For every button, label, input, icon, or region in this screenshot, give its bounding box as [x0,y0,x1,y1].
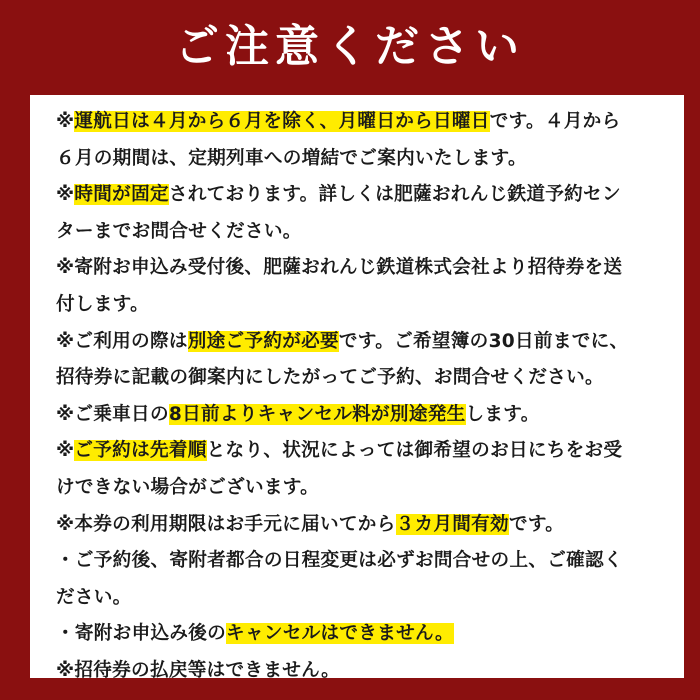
notice-text: ※ [56,111,75,132]
notice-text: 招待券に記載の御案内にしたがってご予約、お問合せください。 [56,367,604,389]
notice-text: ださい。 [56,586,132,608]
notice-text: ・ご予約後、寄附者都合の日程変更は必ずお問合せの上、ご確認く [56,550,623,572]
notice-line [56,141,670,178]
notice-text: ６月の期間は、定期列車への増結でご案内いたします。 [56,147,527,169]
notice-text: となり、状況によっては御希望のお日にちをお受 [206,440,623,462]
notice-line [56,214,670,251]
notice-line [56,433,670,470]
notice-text: けできない場合がございます。 [56,476,320,498]
highlighted-text: ３カ月間有効 [395,513,509,535]
notice-line [56,616,670,653]
notice-line [56,543,670,580]
notice-line [56,250,670,287]
notice-line [56,177,670,214]
notice-title: ご注意ください [175,21,525,72]
notice-text: です。４月から [489,111,621,132]
highlighted-text: キャンセルはできません。 [226,623,454,645]
notice-text: です。ご希望簿の30日前までに、 [338,330,629,352]
notice-text: ※ [56,440,75,462]
notice-text: です。 [508,513,565,535]
notice-line [56,324,670,361]
notice-line [56,507,670,544]
highlighted-text: 8日前よりキャンセル料が別途発生 [168,403,466,425]
notice-line [56,104,670,141]
notice-line [56,397,670,434]
highlighted-text: 時間が固定 [74,184,169,206]
notice-text: ※ご利用の際は [56,330,188,352]
notice-line [56,470,670,507]
notice-text: ※本券の利用期限はお手元に届いてから [56,513,396,535]
notice-line [56,287,670,324]
notice-text: ターまでお問合せください。 [56,220,302,242]
notice-text: ・寄附お申込み後の [56,623,227,645]
notice-text: 付します。 [56,293,149,315]
highlighted-text: ご予約は先着順 [74,440,207,462]
notice-text: ※ご乗車日の [56,403,169,425]
notice-text: ※ [56,184,75,206]
notice-text: ※寄附お申込み受付後、肥薩おれんじ鉄道株式会社より招待券を送 [56,257,623,279]
highlighted-text: 運航日は４月から６月を除く、月曜日から日曜日 [74,111,490,132]
notice-line [56,653,670,690]
highlighted-text: 別途ご予約が必要 [187,330,339,352]
notice-text: されております。詳しくは肥薩おれんじ鉄道予約セン [168,184,621,206]
notice-line [56,360,670,397]
notice-text: ※招待券の払戻等はできません。 [56,659,341,681]
notice-text: します。 [465,403,540,425]
notice-panel [30,95,684,681]
notice-line [56,580,670,617]
